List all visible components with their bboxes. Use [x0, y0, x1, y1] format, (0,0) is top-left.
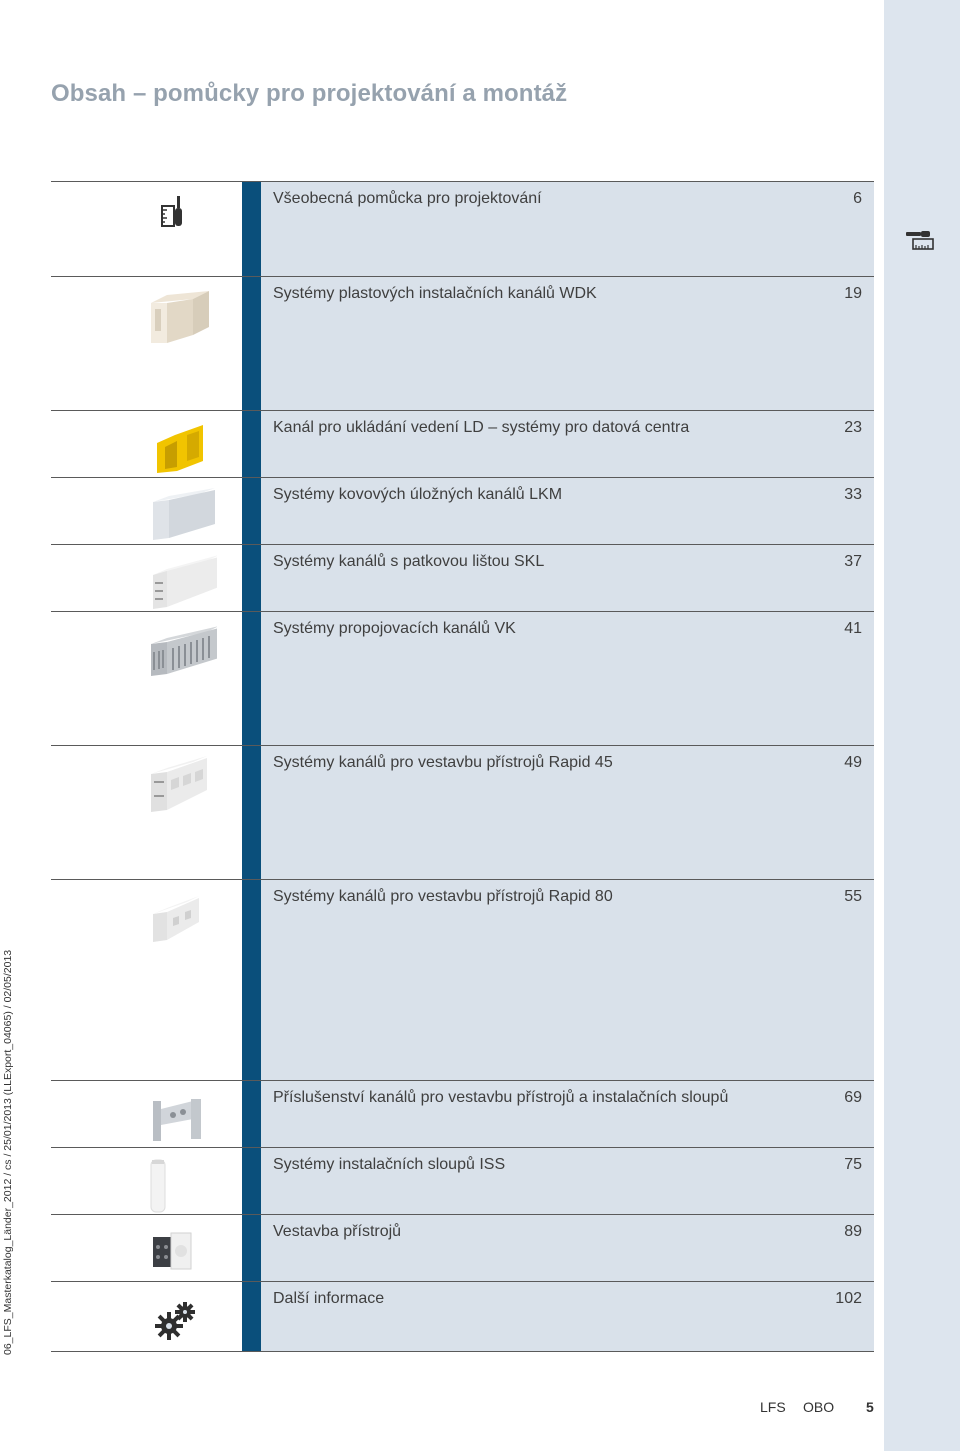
ruler-screwdriver-icon	[147, 192, 217, 248]
toc-page-number: 33	[844, 486, 862, 503]
toc-label: Příslušenství kanálů pro vestavbu přístrojů a instalačních sloupů	[273, 1089, 729, 1106]
toc-page-number: 69	[844, 1089, 862, 1106]
plastic-trunking-icon	[147, 287, 217, 343]
toc-row[interactable]	[51, 1147, 874, 1215]
toc-row[interactable]	[51, 1281, 874, 1352]
toc-page-number: 55	[844, 888, 862, 905]
toc-label: Systémy kanálů pro vestavbu přístrojů Rapid 45	[273, 754, 613, 771]
rapid80-trunking-icon	[147, 890, 217, 946]
toc-page-number: 89	[844, 1223, 862, 1240]
metal-trunking-icon	[147, 488, 217, 544]
toc-row[interactable]	[51, 544, 874, 612]
toc-label: Systémy plastových instalačních kanálů WDK	[273, 285, 597, 302]
toc-page-number: 6	[853, 190, 862, 207]
bracket-accessory-icon	[147, 1091, 217, 1147]
page-title: Obsah – pomůcky pro projektování a montáž	[51, 80, 568, 107]
toc-page-number: 41	[844, 620, 862, 637]
toc-label: Systémy instalačních sloupů ISS	[273, 1156, 506, 1173]
footer-page-number: 5	[866, 1399, 874, 1415]
gears-icon	[147, 1292, 217, 1348]
footer-brand-obo: OBO	[803, 1399, 835, 1415]
toc-label: Systémy kanálů pro vestavbu přístrojů Rapid 80	[273, 888, 613, 905]
wiring-duct-icon	[147, 622, 217, 678]
toc-label: Systémy propojovacích kanálů VK	[273, 620, 516, 637]
toc-row[interactable]	[51, 745, 874, 880]
toc-row[interactable]	[51, 611, 874, 746]
toc-page-number: 37	[844, 553, 862, 570]
toc-row[interactable]	[51, 1080, 874, 1148]
side-strip	[884, 0, 960, 1451]
toc-row[interactable]	[51, 276, 874, 411]
socket-module-icon	[147, 1225, 217, 1281]
toc-page-number: 102	[835, 1290, 862, 1307]
toc-page-number: 49	[844, 754, 862, 771]
toc-row[interactable]	[51, 1214, 874, 1282]
skirting-trunking-icon	[147, 555, 217, 611]
toc-page-number: 75	[844, 1156, 862, 1173]
toc-label: Systémy kanálů s patkovou lištou SKL	[273, 553, 545, 570]
column-icon	[147, 1158, 217, 1214]
yellow-trunking-icon	[147, 421, 217, 477]
footer-brand-lfs: LFS	[760, 1399, 786, 1415]
toc-label: Další informace	[273, 1290, 385, 1307]
toc-label: Vestavba přístrojů	[273, 1223, 402, 1240]
toc-row[interactable]	[51, 410, 874, 478]
ruler-screwdriver-icon	[905, 230, 935, 252]
toc-label: Všeobecná pomůcka pro projektování	[273, 190, 542, 207]
toc-page-number: 23	[844, 419, 862, 436]
toc-label: Systémy kovových úložných kanálů LKM	[273, 486, 563, 503]
rapid45-trunking-icon	[147, 756, 217, 812]
toc-label: Kanál pro ukládání vedení LD – systémy pro datová centra	[273, 419, 690, 436]
toc-page-number: 19	[844, 285, 862, 302]
toc-row[interactable]	[51, 879, 874, 1081]
vertical-catalog-info: 06_LFS_Masterkatalog_Länder_2012 / cs / 25/01/2013 (LLExport_04065) / 02/05/2013	[2, 949, 14, 1355]
toc-row[interactable]	[51, 181, 874, 277]
toc-row[interactable]	[51, 477, 874, 545]
table-of-contents	[51, 181, 874, 1351]
